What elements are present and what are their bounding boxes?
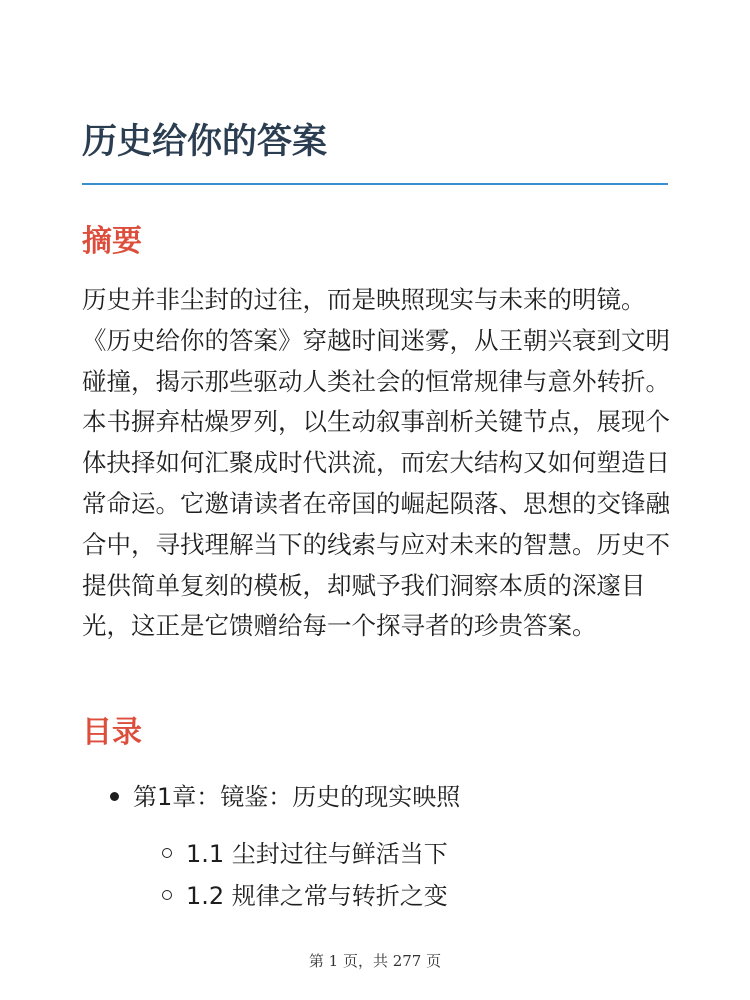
hollow-bullet-icon: [162, 890, 172, 900]
title-divider: [82, 183, 668, 185]
toc-section-label: 1.2 规律之常与转折之变: [186, 882, 448, 910]
toc-chapter-label: 第1章：镜鉴：历史的现实映照: [133, 783, 461, 811]
toc-section-label: 1.1 尘封过往与鲜活当下: [186, 840, 448, 868]
hollow-bullet-icon: [162, 848, 172, 858]
toc-chapter-item[interactable]: [110, 778, 460, 816]
toc-section-item[interactable]: [162, 835, 448, 873]
bullet-icon: [110, 792, 119, 801]
toc-heading: 目录: [82, 715, 142, 750]
toc-section-item[interactable]: [162, 877, 448, 915]
abstract-paragraph: 历史并非尘封的过往，而是映照现实与未来的明镜。《历史给你的答案》穿越时间迷雾，从王朝兴衰到文明碰撞，揭示那些驱动人类社会的恒常规律与意外转折。本书摒弃枯燥罗列，以生动叙事剖析关键节点，展现个体抉择如何汇聚成时代洪流，而宏大结构又如何塑造日常命运。它邀请读者在帝国的崛起陨落、思想的交锋融合中，寻找理解当下的线索与应对未来的智慧。历史不提供简单复刻的模板，却赋予我们洞察本质的深邃目光，这正是它馈赠给每一个探寻者的珍贵答案。: [82, 285, 670, 641]
page-number-footer: 第 1 页，共 277 页: [308, 952, 442, 970]
abstract-heading: 摘要: [82, 224, 142, 259]
document-title: 历史给你的答案: [82, 122, 328, 162]
